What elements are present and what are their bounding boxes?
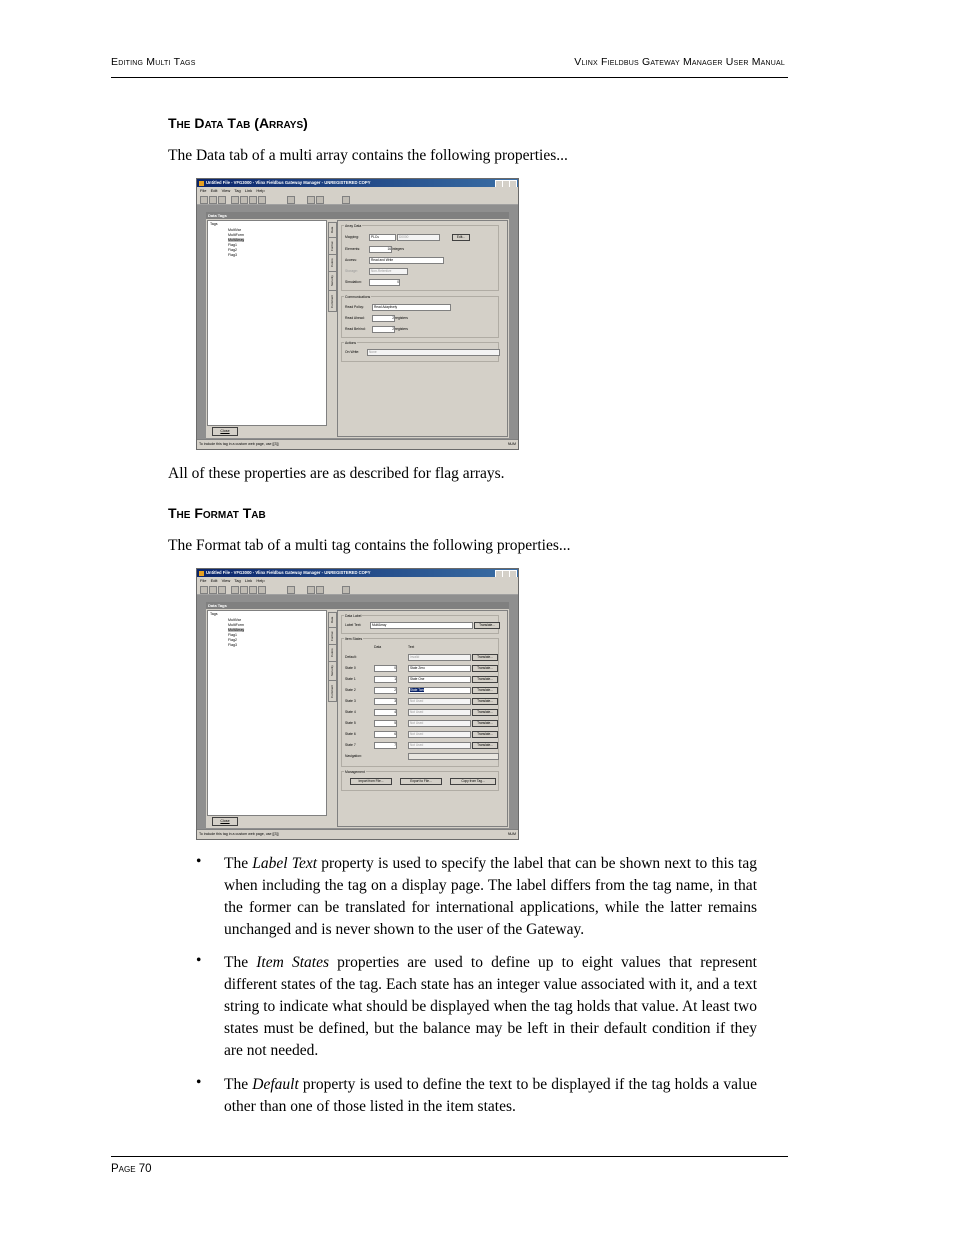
tree-item[interactable]: MultiVar (228, 228, 241, 232)
state-text-field[interactable] (408, 687, 471, 694)
tree-item[interactable]: Flag3 (228, 253, 237, 257)
translate-button[interactable]: Translate... (472, 698, 498, 705)
tree-item[interactable]: MultiForm (228, 623, 244, 627)
menu-link[interactable]: Link (244, 578, 253, 583)
menu-file[interactable]: File (200, 188, 207, 193)
management-group (341, 771, 499, 791)
bullet-icon: • (196, 853, 202, 870)
bullet-body: properties are used to define up to eight values that represent different states of the tag. Each state has an integer value associated with it, and a text string to indicate what should be displayed when the tag holds that value. At least two states must be defined, but the balance may be left in their default condition if they are not needed. (224, 954, 757, 1059)
app-icon (199, 571, 204, 576)
mapping-select[interactable]: PLCs (369, 234, 396, 241)
new-icon[interactable] (200, 586, 208, 594)
bullet-lead: The (224, 1076, 253, 1093)
read-behind-field[interactable]: 2 (372, 326, 395, 333)
translate-button[interactable]: Translate... (472, 742, 498, 749)
header-rule (111, 77, 788, 78)
column-text: Text (408, 645, 415, 649)
read-behind-unit: registers (395, 327, 409, 331)
state-label: State 3 (345, 699, 356, 703)
read-policy-label: Read Policy: (345, 305, 365, 309)
menu-bar (197, 187, 518, 194)
move-up-icon[interactable] (307, 196, 315, 204)
menu-edit[interactable]: Edit (210, 578, 218, 583)
state-data-field[interactable]: 6 (374, 731, 397, 738)
status-text: To include this tag in a custom web page, use [[3]] (199, 442, 279, 446)
footer-rule (111, 1156, 788, 1157)
menu-help[interactable]: Help (256, 578, 265, 583)
array-data-group (341, 225, 499, 291)
tree-item[interactable]: MultiForm (228, 233, 244, 237)
edit-button[interactable]: Edit... (452, 234, 470, 241)
find-icon[interactable] (287, 586, 295, 594)
cut-icon[interactable] (231, 196, 239, 204)
default-label: Default: (345, 655, 357, 659)
tags-pane (206, 212, 509, 438)
translate-button[interactable]: Translate... (474, 622, 500, 629)
group-title: Data Label (345, 614, 362, 618)
save-icon[interactable] (218, 196, 226, 204)
read-ahead-unit: registers (395, 316, 409, 320)
on-write-field[interactable]: None (367, 349, 500, 356)
read-ahead-label: Read Ahead: (345, 316, 365, 320)
translate-button[interactable]: Translate... (472, 654, 498, 661)
tree-item[interactable]: Flag1 (228, 243, 237, 247)
default-text-field[interactable]: Invalid (408, 654, 471, 661)
status-num: NUM (507, 442, 516, 446)
selected-text: State Two (410, 688, 425, 692)
tree-item[interactable]: Flag2 (228, 638, 237, 642)
state-text-field[interactable]: Not Used (408, 709, 471, 716)
toolbar (197, 194, 518, 205)
copy-icon[interactable] (240, 196, 248, 204)
menu-file[interactable]: File (200, 578, 207, 583)
state-data-field[interactable]: 1 (374, 676, 397, 683)
state-text-field[interactable]: Not Used (408, 698, 471, 705)
label-text-label: Label Text: (345, 623, 362, 627)
running-header-left: Editing Multi Tags (111, 56, 196, 68)
save-icon[interactable] (218, 586, 226, 594)
window-title-bar (197, 179, 518, 187)
storage-label: Storage: (345, 269, 358, 273)
navigation-scrollbar[interactable] (408, 753, 499, 760)
toolbar (197, 584, 518, 595)
storage-select: Non-Retentive (369, 268, 408, 275)
data-label-group (341, 615, 499, 634)
state-data-field[interactable]: 3 (374, 698, 397, 705)
delete-icon[interactable] (258, 196, 266, 204)
menu-bar (197, 577, 518, 584)
bullet-body: property is used to specify the label that can be shown next to this tag when including the tag on a display page. The label differs from the tag name, in that the former can be translated for international applications, while the latter remains unchanged and is never shown to the user of the Gateway. (224, 855, 757, 938)
state-data-field[interactable]: 5 (374, 720, 397, 727)
group-title: Actions (345, 341, 357, 345)
state-data-field[interactable]: 2 (374, 687, 397, 694)
paste-icon[interactable] (249, 586, 257, 594)
paste-icon[interactable] (249, 196, 257, 204)
format-properties (337, 610, 508, 827)
tree-root[interactable]: Tags (210, 612, 218, 616)
format-tab-intro: The Format tab of a multi tag contains the following properties... (168, 537, 571, 554)
state-text-field[interactable]: State Zero (408, 665, 471, 672)
group-title: Management (345, 770, 365, 774)
tags-pane (206, 602, 509, 828)
bullet-text (224, 853, 757, 941)
tree-item[interactable]: MultiVar (228, 618, 241, 622)
state-text-field[interactable]: Not Used (408, 720, 471, 727)
tab-data[interactable]: Data (328, 612, 337, 628)
read-ahead-field[interactable]: 2 (372, 315, 395, 322)
copy-icon[interactable] (240, 586, 248, 594)
access-select[interactable]: Read and Write (369, 257, 444, 264)
page-number: Page 70 (111, 1163, 152, 1175)
label-text-field[interactable]: MultiArray (370, 622, 473, 629)
heading-data-tab: The Data Tab (Arrays) (168, 115, 308, 131)
window-title: Untitled File - VFG3000 - Vlinx Fieldbus Gateway Manager - UNREGISTERED COPY (206, 570, 371, 575)
state-data-field[interactable]: 0 (374, 665, 397, 672)
export-button[interactable]: Export to File... (400, 778, 442, 785)
elements-field[interactable]: 16 (369, 246, 392, 253)
communications-group (341, 296, 499, 338)
menu-view[interactable]: View (221, 578, 231, 583)
bullet-icon: • (196, 952, 202, 969)
close-button[interactable]: Close (212, 817, 238, 826)
running-header-right: Vlinx Fieldbus Gateway Manager User Manual (574, 56, 785, 68)
tab-format[interactable]: Format (328, 627, 337, 645)
bullet-term: Label Text (252, 855, 318, 872)
tab-data[interactable]: Data (328, 222, 337, 238)
state-text-field[interactable]: Not Used (408, 731, 471, 738)
group-title: Item States (345, 637, 363, 641)
panel-title: Data Tags (206, 602, 509, 609)
bullet-lead: The (224, 954, 257, 971)
tree-item[interactable]: Flag3 (228, 643, 237, 647)
elements-unit: integers (392, 247, 405, 251)
property-tabs (328, 610, 336, 827)
bullet-text (224, 1074, 757, 1118)
column-data: Data (374, 645, 382, 649)
menu-view[interactable]: View (221, 188, 231, 193)
tab-colors[interactable]: Colors (328, 254, 337, 272)
menu-tag[interactable]: Tag (234, 188, 241, 193)
mapping-address: D0000 (397, 234, 440, 241)
translate-button[interactable]: Translate... (472, 687, 498, 694)
panel-title: Data Tags (206, 212, 509, 219)
data-tab-note: All of these properties are as described for flag arrays. (168, 465, 505, 482)
bullet-body: property is used to define the text to be displayed if the tag holds a value other than one of those listed in the item states. (224, 1076, 757, 1115)
translate-button[interactable]: Translate... (472, 720, 498, 727)
translate-button[interactable]: Translate... (472, 665, 498, 672)
mapping-label: Mapping: (345, 235, 359, 239)
menu-link[interactable]: Link (244, 188, 253, 193)
state-text-field[interactable]: Not Used (408, 742, 471, 749)
state-label: State 0 (345, 666, 356, 670)
item-states-group (341, 638, 499, 767)
tree-root[interactable]: Tags (210, 222, 218, 226)
tree-item[interactable]: Flag1 (228, 633, 237, 637)
tree-item[interactable]: Flag2 (228, 248, 237, 252)
window-title: Untitled File - VFG3000 - Vlinx Fieldbus Gateway Manager - UNREGISTERED COPY (206, 180, 371, 185)
elements-label: Elements: (345, 247, 361, 251)
format-tab-screenshot (196, 568, 519, 840)
data-properties (337, 220, 508, 437)
delete-icon[interactable] (258, 586, 266, 594)
bullet-icon: • (196, 1074, 202, 1091)
bullet-term: Item States (256, 954, 329, 971)
tab-security[interactable]: Security (328, 271, 337, 291)
on-write-label: On Write: (345, 350, 360, 354)
group-title: Array Data (345, 224, 362, 228)
state-label: State 1 (345, 677, 356, 681)
state-label: State 7 (345, 743, 356, 747)
navigation-label: Navigation: (345, 754, 362, 758)
bullet-lead: The (224, 855, 253, 872)
find-icon[interactable] (287, 196, 295, 204)
move-up-icon[interactable] (307, 586, 315, 594)
state-label: State 6 (345, 732, 356, 736)
bullet-term: Default (252, 1076, 299, 1093)
tab-format[interactable]: Format (328, 237, 337, 255)
state-data-field[interactable]: 7 (374, 742, 397, 749)
simulation-label: Simulation: (345, 280, 362, 284)
open-icon[interactable] (209, 586, 217, 594)
status-text: To include this tag in a custom web page, use [[3]] (199, 832, 279, 836)
actions-group (341, 342, 499, 362)
close-button[interactable]: Close (212, 427, 238, 436)
state-label: State 4 (345, 710, 356, 714)
send-icon[interactable] (342, 586, 350, 594)
tag-tree (207, 220, 327, 426)
heading-format-tab: The Format Tab (168, 505, 266, 521)
tree-item-selected[interactable]: MultiArray (228, 238, 245, 242)
access-label: Access: (345, 258, 357, 262)
menu-tag[interactable]: Tag (234, 578, 241, 583)
read-behind-label: Read Behind: (345, 327, 366, 331)
menu-edit[interactable]: Edit (210, 188, 218, 193)
tab-colors[interactable]: Colors (328, 644, 337, 662)
move-down-icon[interactable] (316, 196, 324, 204)
app-icon (199, 181, 204, 186)
cut-icon[interactable] (231, 586, 239, 594)
window-title-bar (197, 569, 518, 577)
data-tab-screenshot (196, 178, 519, 450)
status-num: NUM (507, 832, 516, 836)
tree-item-selected[interactable]: MultiArray (228, 628, 245, 632)
copy-from-tag-button[interactable]: Copy from Tag... (450, 778, 496, 785)
move-down-icon[interactable] (316, 586, 324, 594)
menu-help[interactable]: Help (256, 188, 265, 193)
translate-button[interactable]: Translate... (472, 676, 498, 683)
new-icon[interactable] (200, 196, 208, 204)
state-label: State 5 (345, 721, 356, 725)
send-icon[interactable] (342, 196, 350, 204)
tab-comment[interactable]: Comment (328, 680, 337, 702)
status-bar (197, 439, 518, 449)
status-bar (197, 829, 518, 839)
tab-comment[interactable]: Comment (328, 290, 337, 312)
simulation-field[interactable]: 0 (369, 279, 400, 286)
property-tabs (328, 220, 336, 437)
state-data-field[interactable]: 4 (374, 709, 397, 716)
open-icon[interactable] (209, 196, 217, 204)
bullet-text (224, 952, 757, 1062)
state-text-field[interactable]: State One (408, 676, 471, 683)
data-tab-intro: The Data tab of a multi array contains the following properties... (168, 147, 568, 164)
tab-security[interactable]: Security (328, 661, 337, 681)
group-title: Communications (345, 295, 371, 299)
read-policy-select[interactable]: Read Adaptively (372, 304, 451, 311)
tag-tree (207, 610, 327, 816)
state-label: State 2 (345, 688, 356, 692)
translate-button[interactable]: Translate... (472, 731, 498, 738)
translate-button[interactable]: Translate... (472, 709, 498, 716)
import-button[interactable]: Import from File... (350, 778, 392, 785)
